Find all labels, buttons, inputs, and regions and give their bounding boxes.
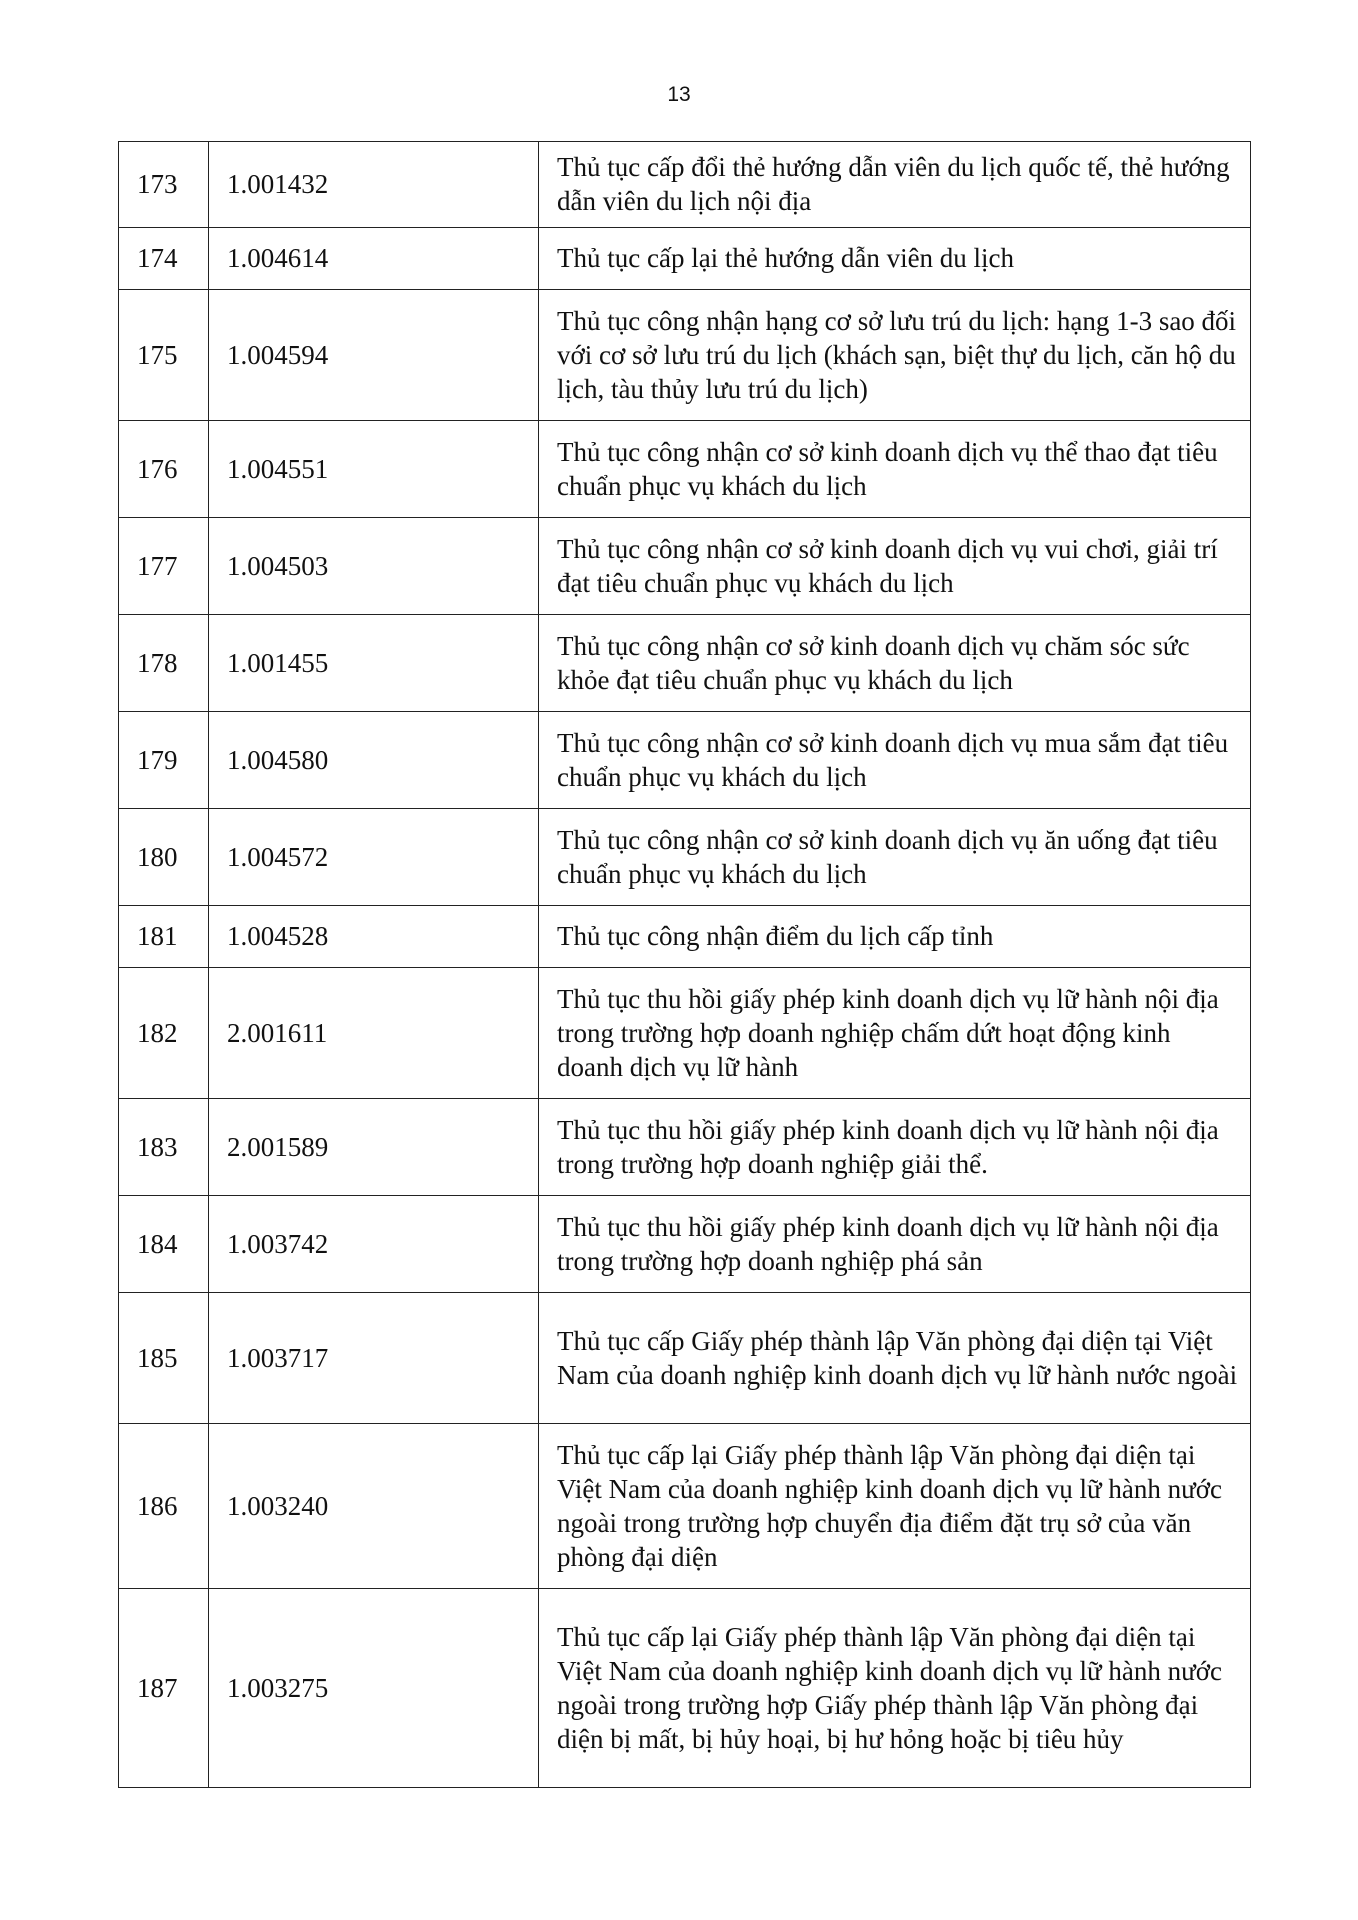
procedure-name-cell: Thủ tục công nhận cơ sở kinh doanh dịch vụ vui chơi, giải trí đạt tiêu chuẩn phục vụ khách du lịch bbox=[539, 518, 1251, 615]
procedure-code-cell: 1.004528 bbox=[209, 906, 539, 968]
procedure-name-cell: Thủ tục công nhận cơ sở kinh doanh dịch vụ thể thao đạt tiêu chuẩn phục vụ khách du lịch bbox=[539, 421, 1251, 518]
procedure-code-cell: 1.003717 bbox=[209, 1293, 539, 1424]
table-row bbox=[119, 615, 1251, 712]
procedure-code-cell: 1.003240 bbox=[209, 1424, 539, 1589]
table-row bbox=[119, 1196, 1251, 1293]
table-row bbox=[119, 968, 1251, 1099]
procedure-code-cell: 1.003742 bbox=[209, 1196, 539, 1293]
table-row bbox=[119, 142, 1251, 228]
procedure-code-cell: 1.004503 bbox=[209, 518, 539, 615]
procedure-code-cell: 1.004594 bbox=[209, 290, 539, 421]
procedure-name-cell: Thủ tục công nhận cơ sở kinh doanh dịch vụ ăn uống đạt tiêu chuẩn phục vụ khách du lịch bbox=[539, 809, 1251, 906]
table-row bbox=[119, 421, 1251, 518]
row-number-cell: 173 bbox=[119, 142, 209, 228]
table-row bbox=[119, 1099, 1251, 1196]
table-row bbox=[119, 518, 1251, 615]
table-row bbox=[119, 1293, 1251, 1424]
procedure-code-cell: 1.001455 bbox=[209, 615, 539, 712]
procedure-code-cell: 1.004551 bbox=[209, 421, 539, 518]
procedure-name-cell: Thủ tục công nhận điểm du lịch cấp tỉnh bbox=[539, 906, 1251, 968]
procedure-name-cell: Thủ tục cấp lại Giấy phép thành lập Văn phòng đại diện tại Việt Nam của doanh nghiệp kinh doanh dịch vụ lữ hành nước ngoài trong trường hợp chuyển địa điểm đặt trụ sở của văn phòng đại diện bbox=[539, 1424, 1251, 1589]
table-row bbox=[119, 712, 1251, 809]
procedure-code-cell: 1.004580 bbox=[209, 712, 539, 809]
table-row bbox=[119, 1424, 1251, 1589]
procedure-code-cell: 1.004614 bbox=[209, 228, 539, 290]
row-number-cell: 181 bbox=[119, 906, 209, 968]
procedure-code-cell: 2.001611 bbox=[209, 968, 539, 1099]
table-row bbox=[119, 228, 1251, 290]
procedure-name-cell: Thủ tục cấp đổi thẻ hướng dẫn viên du lịch quốc tế, thẻ hướng dẫn viên du lịch nội địa bbox=[539, 142, 1251, 228]
procedure-name-cell: Thủ tục thu hồi giấy phép kinh doanh dịch vụ lữ hành nội địa trong trường hợp doanh nghiệp phá sản bbox=[539, 1196, 1251, 1293]
row-number-cell: 183 bbox=[119, 1099, 209, 1196]
procedure-name-cell: Thủ tục công nhận hạng cơ sở lưu trú du lịch: hạng 1-3 sao đối với cơ sở lưu trú du lịch (khách sạn, biệt thự du lịch, căn hộ du lịch, tàu thủy lưu trú du lịch) bbox=[539, 290, 1251, 421]
row-number-cell: 178 bbox=[119, 615, 209, 712]
row-number-cell: 179 bbox=[119, 712, 209, 809]
table-row bbox=[119, 906, 1251, 968]
row-number-cell: 186 bbox=[119, 1424, 209, 1589]
procedure-name-cell: Thủ tục cấp Giấy phép thành lập Văn phòng đại diện tại Việt Nam của doanh nghiệp kinh doanh dịch vụ lữ hành nước ngoài bbox=[539, 1293, 1251, 1424]
procedure-name-cell: Thủ tục thu hồi giấy phép kinh doanh dịch vụ lữ hành nội địa trong trường hợp doanh nghiệp giải thể. bbox=[539, 1099, 1251, 1196]
row-number-cell: 185 bbox=[119, 1293, 209, 1424]
row-number-cell: 184 bbox=[119, 1196, 209, 1293]
table-row bbox=[119, 1589, 1251, 1788]
table-row bbox=[119, 290, 1251, 421]
row-number-cell: 177 bbox=[119, 518, 209, 615]
row-number-cell: 174 bbox=[119, 228, 209, 290]
row-number-cell: 175 bbox=[119, 290, 209, 421]
table-row bbox=[119, 809, 1251, 906]
procedures-table-body bbox=[119, 142, 1251, 1788]
procedure-code-cell: 1.004572 bbox=[209, 809, 539, 906]
procedure-name-cell: Thủ tục công nhận cơ sở kinh doanh dịch vụ mua sắm đạt tiêu chuẩn phục vụ khách du lịch bbox=[539, 712, 1251, 809]
row-number-cell: 182 bbox=[119, 968, 209, 1099]
procedures-table bbox=[118, 141, 1251, 1788]
procedure-name-cell: Thủ tục cấp lại Giấy phép thành lập Văn phòng đại diện tại Việt Nam của doanh nghiệp kinh doanh dịch vụ lữ hành nước ngoài trong trường hợp Giấy phép thành lập Văn phòng đại diện bị mất, bị hủy hoại, bị hư hỏng hoặc bị tiêu hủy bbox=[539, 1589, 1251, 1788]
page-number: 13 bbox=[667, 83, 691, 106]
procedure-code-cell: 1.003275 bbox=[209, 1589, 539, 1788]
row-number-cell: 187 bbox=[119, 1589, 209, 1788]
procedure-name-cell: Thủ tục công nhận cơ sở kinh doanh dịch vụ chăm sóc sức khỏe đạt tiêu chuẩn phục vụ khách du lịch bbox=[539, 615, 1251, 712]
procedure-code-cell: 2.001589 bbox=[209, 1099, 539, 1196]
procedure-name-cell: Thủ tục thu hồi giấy phép kinh doanh dịch vụ lữ hành nội địa trong trường hợp doanh nghiệp chấm dứt hoạt động kinh doanh dịch vụ lữ hành bbox=[539, 968, 1251, 1099]
procedure-code-cell: 1.001432 bbox=[209, 142, 539, 228]
row-number-cell: 176 bbox=[119, 421, 209, 518]
row-number-cell: 180 bbox=[119, 809, 209, 906]
procedure-name-cell: Thủ tục cấp lại thẻ hướng dẫn viên du lịch bbox=[539, 228, 1251, 290]
